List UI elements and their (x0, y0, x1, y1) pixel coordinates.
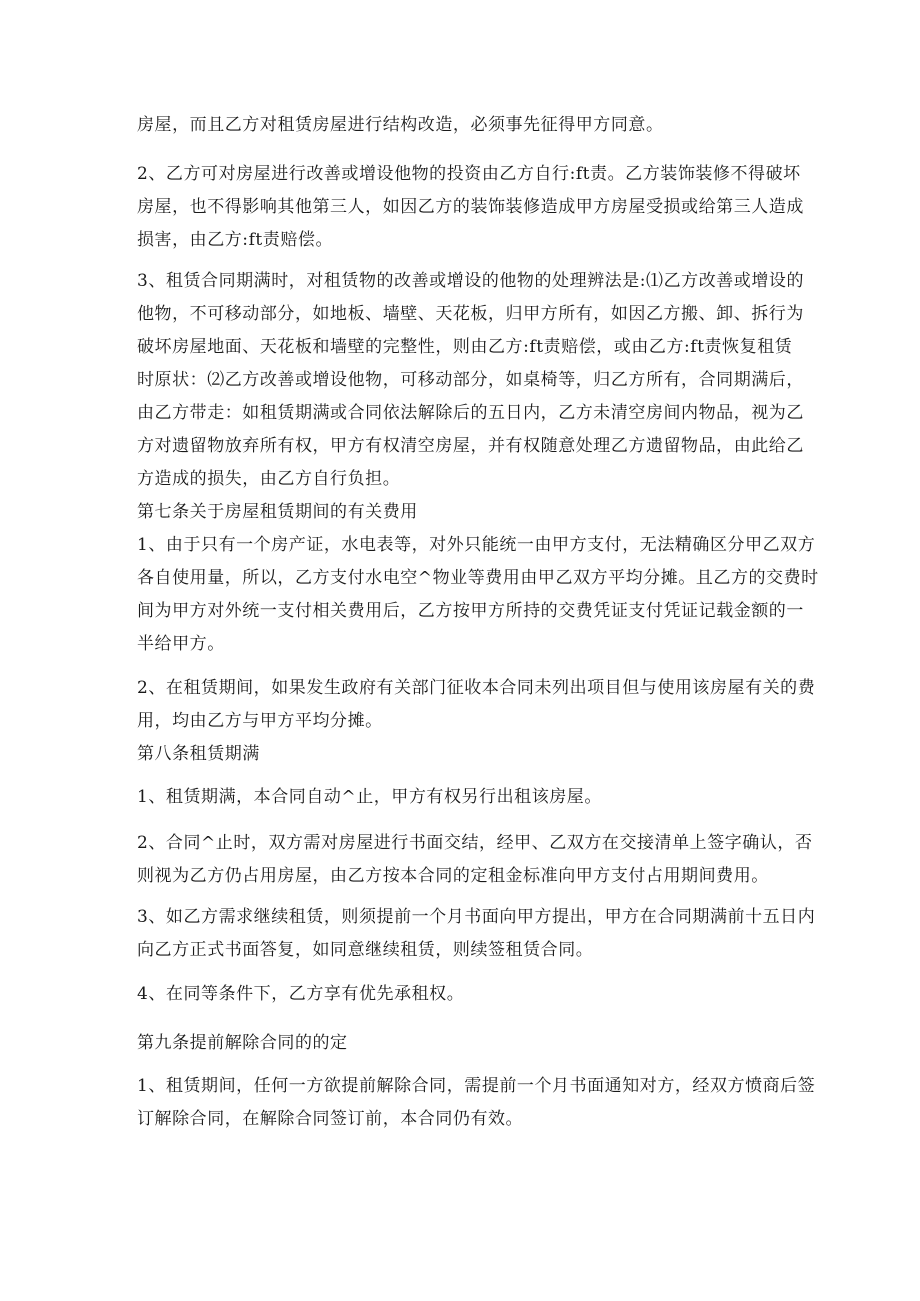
paragraph-line: 房屋，而且乙方对租赁房屋进行结构改造，必须事先征得甲方同意。 (137, 115, 664, 135)
paragraph-line: 2、合同^止时，双方需对房屋进行书面交结，经甲、乙双方在交接清单上签字确认，否 (137, 833, 813, 853)
paragraph-line: 由乙方带走：如租赁期满或合同依法解除后的五日内，乙方未清空房间内物品，视为乙 (137, 403, 804, 423)
paragraph-line: 半给甲方。 (137, 634, 225, 654)
paragraph-line: 1、租赁期满，本合同自动^止，甲方有权另行出租该房屋。 (137, 787, 602, 807)
paragraph-line: 破坏房屋地面、天花板和墙壁的完整性，则由乙方:ft责赔偿，或由乙方:ft责恢复租赁 (137, 337, 793, 357)
paragraph-line: 2、在租赁期间，如果发生政府有关部门征收本合同未列出项目但与使用该房屋有关的费 (137, 678, 816, 698)
paragraph-line: 他物，不可移动部分，如地板、墙壁、天花板，归甲方所有，如因乙方搬、卸、拆行为 (137, 304, 804, 324)
section-heading: 第九条提前解除合同的的定 (137, 1033, 348, 1053)
paragraph-line: 向乙方正式书面答复，如同意继续租赁，则续签租赁合同。 (137, 940, 594, 960)
paragraph-line: 3、如乙方需求继续租赁，则须提前一个月书面向甲方提出，甲方在合同期满前十五日内 (137, 907, 816, 927)
paragraph-line: 损害，由乙方:ft责赔偿。 (137, 230, 334, 250)
paragraph-line: 订解除合同，在解除合同签订前，本合同仍有效。 (137, 1109, 524, 1129)
paragraph-line: 则视为乙方仍占用房屋，由乙方按本合同的定租金标准向甲方支付占用期间费用。 (137, 866, 769, 886)
section-heading: 第八条租赁期满 (137, 744, 260, 764)
paragraph-line: 用，均由乙方与甲方平均分摊。 (137, 711, 383, 731)
paragraph-line: 4、在同等条件下，乙方享有优先承租权。 (137, 984, 465, 1004)
paragraph-line: 时原状：⑵乙方改善或增设他物，可移动部分，如桌椅等，归乙方所有，合同期满后， (137, 370, 804, 390)
paragraph-line: 1、由于只有一个房产证，水电表等，对外只能统一由甲方支付，无法精确区分甲乙双方 (137, 535, 816, 555)
paragraph-line: 房屋，也不得影响其他第三人，如因乙方的装饰装修造成甲方房屋受损或给第三人造成 (137, 197, 804, 217)
paragraph-line: 3、租赁合同期满时，对租赁物的改善或增设的他物的处理辨法是:⑴乙方改善或增设的 (137, 271, 804, 291)
section-heading: 第七条关于房屋租赁期间的有关费用 (137, 502, 418, 522)
paragraph-line: 各自使用量，所以，乙方支付水电空^物业等费用由甲乙双方平均分摊。且乙方的交费时 (137, 568, 819, 588)
paragraph-line: 1、租赁期间，任何一方欲提前解除合同，需提前一个月书面通知对方，经双方愤商后签 (137, 1076, 816, 1096)
paragraph-line: 间为甲方对外统一支付相关费用后，乙方按甲方所持的交费凭证支付凭证记载金额的一 (137, 601, 804, 621)
paragraph-line: 方造成的损失，由乙方自行负担。 (137, 469, 401, 489)
paragraph-line: 方对遗留物放弃所有权，甲方有权清空房屋，并有权随意处理乙方遗留物品，由此给乙 (137, 436, 804, 456)
paragraph-line: 2、乙方可对房屋进行改善或增设他物的投资由乙方自行:ft责。乙方装饰装修不得破坏 (137, 164, 801, 184)
